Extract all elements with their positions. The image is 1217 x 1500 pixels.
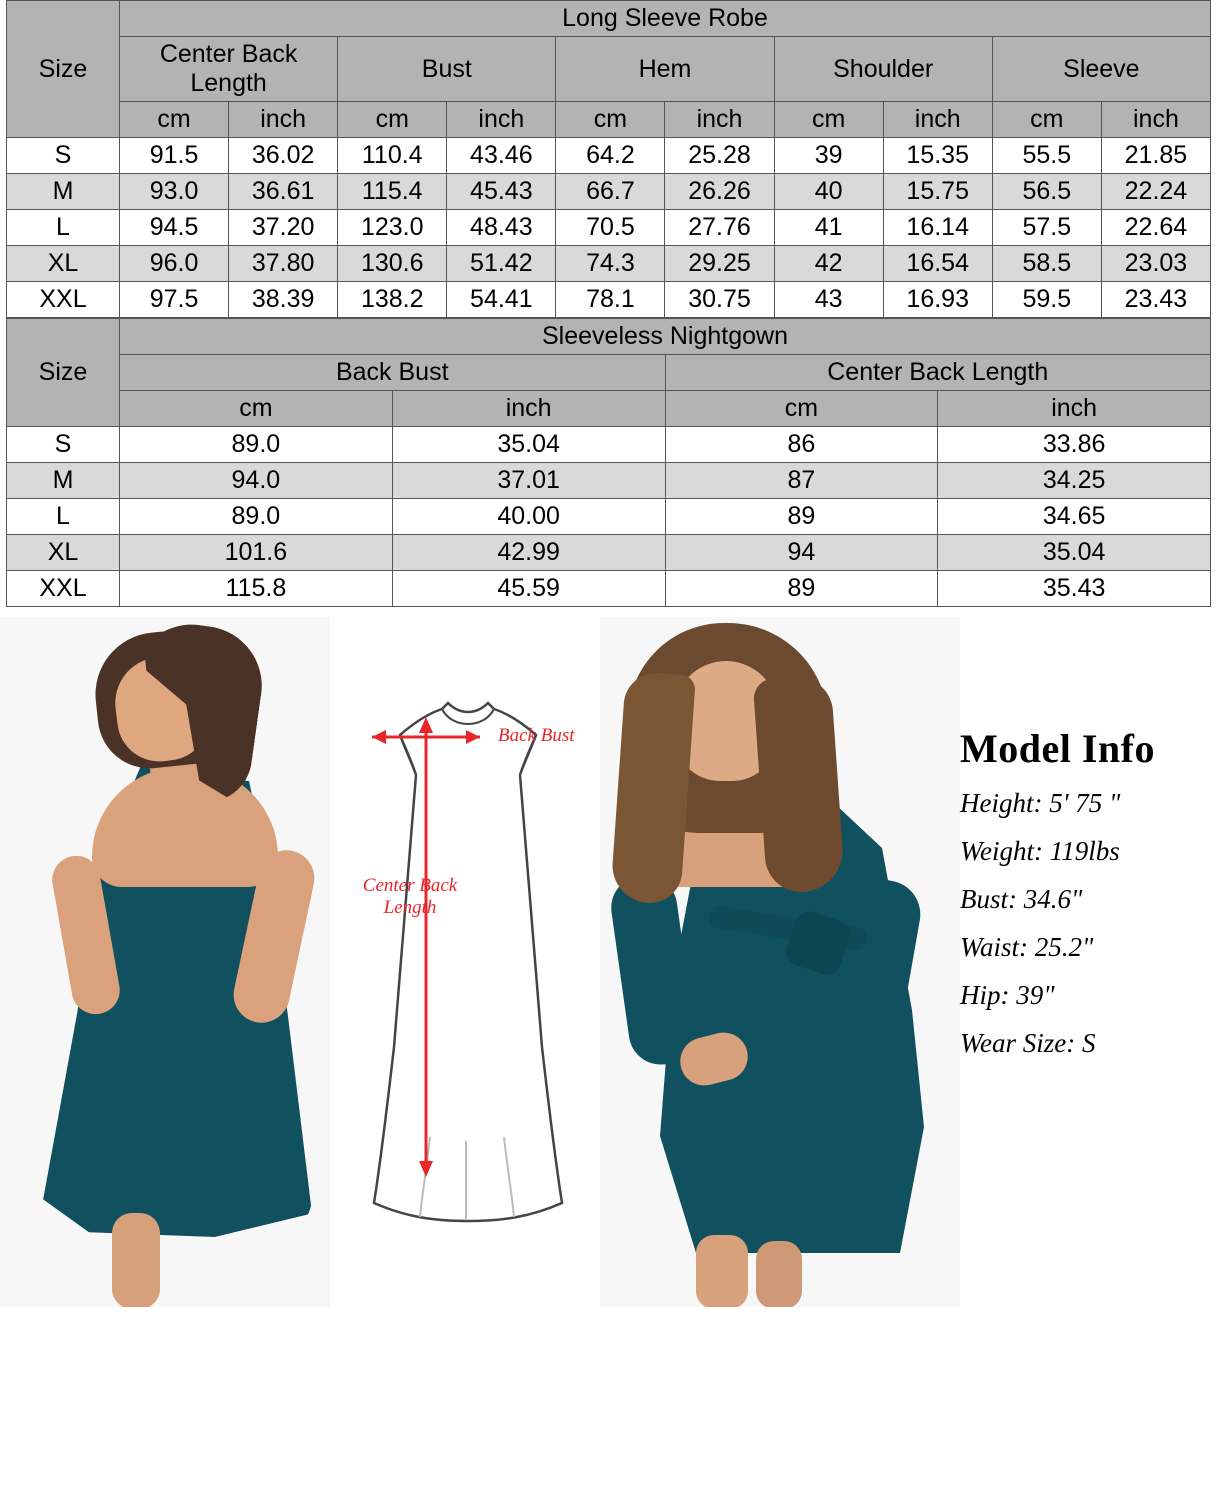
model-info-bust: Bust: 34.6" [960,884,1083,914]
cell: 56.5 [992,174,1101,210]
table-row [7,499,1211,535]
unit-cm: cm [992,102,1101,138]
model-info-height: Height: 5' 75 " [960,788,1121,818]
cell: 115.8 [120,571,393,607]
label-center-back-length-line1: Center Back [362,875,458,896]
cell: 70.5 [556,210,665,246]
table-row [7,571,1211,607]
unit-cm: cm [665,391,938,427]
cell: 57.5 [992,210,1101,246]
cell: 35.43 [938,571,1211,607]
unit-cm: cm [556,102,665,138]
cell: 42 [774,246,883,282]
cell: 91.5 [120,138,229,174]
photo-canvas [0,617,330,1307]
cell: 96.0 [120,246,229,282]
cell: 40.00 [392,499,665,535]
cell: 33.86 [938,427,1211,463]
group-header-back-bust: Back Bust [120,355,666,391]
cell: 87 [665,463,938,499]
model-leg-right [756,1241,802,1307]
cell: 89 [665,499,938,535]
cell: 22.24 [1101,174,1210,210]
cell: 15.35 [883,138,992,174]
cell: 35.04 [938,535,1211,571]
table-row [7,210,1211,246]
long-sleeve-robe-table [6,0,1211,318]
unit-header-row [7,102,1211,138]
garment-measurement-diagram [330,617,610,1307]
unit-inch: inch [938,391,1211,427]
cell: 115.4 [338,174,447,210]
cell: 94.0 [120,463,393,499]
label-center-back-length-line2: Length [383,897,437,918]
model-photo-front-view [600,617,960,1307]
photo-canvas [600,617,960,1307]
row-size: L [7,499,120,535]
size-column-header: Size [7,319,120,427]
sleeveless-nightgown-table [6,318,1211,607]
table-row [7,535,1211,571]
cell: 16.14 [883,210,992,246]
cell: 38.39 [229,282,338,318]
cell: 64.2 [556,138,665,174]
product-photo-panel [0,617,1217,1307]
row-size: M [7,463,120,499]
model-info-weight: Weight: 119lbs [960,836,1120,866]
group-header-row [7,37,1211,102]
row-size: S [7,427,120,463]
cell: 130.6 [338,246,447,282]
cell: 22.64 [1101,210,1210,246]
cell: 36.02 [229,138,338,174]
cell: 34.25 [938,463,1211,499]
table-row [7,463,1211,499]
unit-inch: inch [665,102,774,138]
table-row [7,246,1211,282]
cell: 45.43 [447,174,556,210]
cell: 89.0 [120,499,393,535]
model-hair-right [753,675,846,895]
cell: 43.46 [447,138,556,174]
cell: 42.99 [392,535,665,571]
table-title-row [7,1,1211,37]
model-info-waist: Waist: 25.2" [960,932,1094,962]
table-row [7,174,1211,210]
cell: 40 [774,174,883,210]
cell: 89 [665,571,938,607]
table-title-row [7,319,1211,355]
cell: 55.5 [992,138,1101,174]
table-title: Sleeveless Nightgown [120,319,1211,355]
cell: 21.85 [1101,138,1210,174]
unit-cm: cm [774,102,883,138]
unit-inch: inch [229,102,338,138]
model-info-wear-size: Wear Size: S [960,1028,1096,1058]
cell: 35.04 [392,427,665,463]
cell: 110.4 [338,138,447,174]
cell: 94.5 [120,210,229,246]
cell: 25.28 [665,138,774,174]
diagram-labels [330,617,606,1177]
cell: 45.59 [392,571,665,607]
row-size: XXL [7,571,120,607]
unit-cm: cm [120,391,393,427]
label-back-bust: Back Bust [498,725,575,746]
size-column-header: Size [7,1,120,138]
unit-header-row [7,391,1211,427]
cell: 23.03 [1101,246,1210,282]
cell: 16.93 [883,282,992,318]
cell: 41 [774,210,883,246]
row-size: XL [7,535,120,571]
group-header-sleeve: Sleeve [992,37,1210,102]
cell: 37.01 [392,463,665,499]
model-photo-back-view [0,617,330,1307]
row-size: L [7,210,120,246]
cell: 16.54 [883,246,992,282]
table-row [7,427,1211,463]
unit-inch: inch [883,102,992,138]
cell: 94 [665,535,938,571]
cell: 43 [774,282,883,318]
model-info-hip: Hip: 39" [960,980,1055,1010]
cell: 39 [774,138,883,174]
row-size: XXL [7,282,120,318]
group-header-shoulder: Shoulder [774,37,992,102]
group-header-center-back-length: Center Back Length [120,37,338,102]
model-leg [112,1213,160,1307]
unit-cm: cm [338,102,447,138]
cell: 27.76 [665,210,774,246]
cell: 23.43 [1101,282,1210,318]
model-leg-left [696,1235,748,1307]
cell: 36.61 [229,174,338,210]
cell: 78.1 [556,282,665,318]
cell: 93.0 [120,174,229,210]
cell: 37.20 [229,210,338,246]
cell: 37.80 [229,246,338,282]
cell: 89.0 [120,427,393,463]
group-header-bust: Bust [338,37,556,102]
unit-inch: inch [1101,102,1210,138]
cell: 26.26 [665,174,774,210]
table-row [7,138,1211,174]
cell: 59.5 [992,282,1101,318]
cell: 48.43 [447,210,556,246]
row-size: S [7,138,120,174]
unit-inch: inch [447,102,556,138]
model-info-block [960,725,1210,1076]
table-title: Long Sleeve Robe [120,1,1211,37]
row-size: XL [7,246,120,282]
cell: 34.65 [938,499,1211,535]
cell: 97.5 [120,282,229,318]
cell: 74.3 [556,246,665,282]
cell: 123.0 [338,210,447,246]
unit-cm: cm [120,102,229,138]
group-header-hem: Hem [556,37,774,102]
cell: 15.75 [883,174,992,210]
row-size: M [7,174,120,210]
cell: 138.2 [338,282,447,318]
cell: 86 [665,427,938,463]
cell: 29.25 [665,246,774,282]
group-header-center-back-length: Center Back Length [665,355,1211,391]
cell: 58.5 [992,246,1101,282]
cell: 66.7 [556,174,665,210]
table-row [7,282,1211,318]
group-header-row [7,355,1211,391]
unit-inch: inch [392,391,665,427]
cell: 51.42 [447,246,556,282]
cell: 30.75 [665,282,774,318]
cell: 101.6 [120,535,393,571]
cell: 54.41 [447,282,556,318]
model-info-title: Model Info [960,726,1155,771]
